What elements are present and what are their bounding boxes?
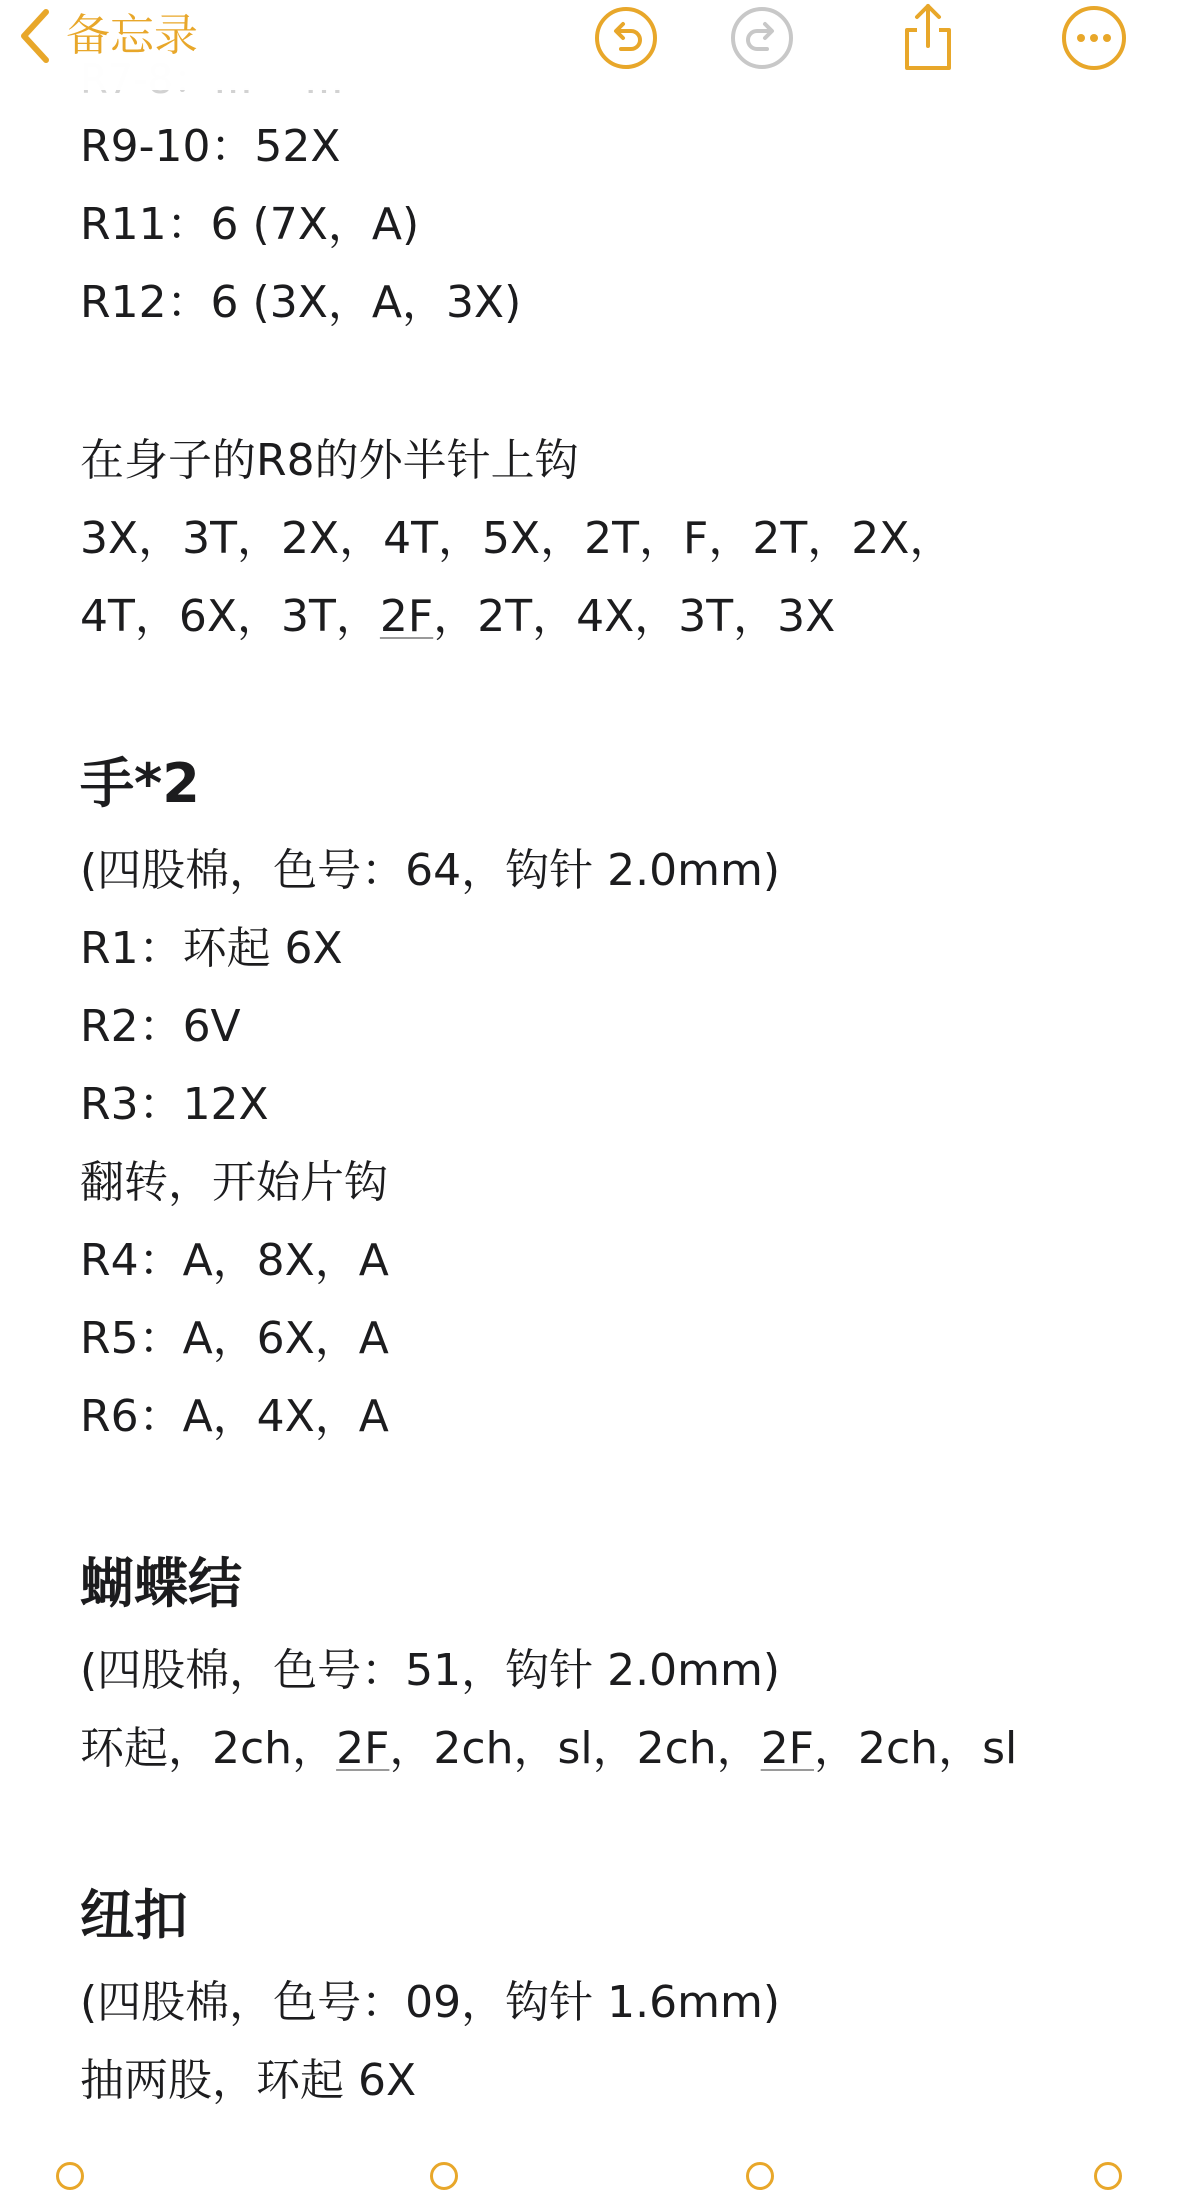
undo-button[interactable] xyxy=(590,2,662,74)
note-line: R5：A，6X，A xyxy=(80,1313,389,1364)
note-line: (四股棉，色号：51，钩针 2.0mm) xyxy=(80,1645,781,1696)
note-line: R6：A，4X，A xyxy=(80,1391,389,1442)
undo-icon xyxy=(593,5,659,71)
navigation-bar xyxy=(0,0,1180,90)
note-line: R2：6V xyxy=(80,1001,241,1052)
camera-icon[interactable] xyxy=(430,2162,458,2190)
note-line: R11：6 (7X，A) xyxy=(80,199,420,250)
redo-icon xyxy=(729,5,795,71)
detected-term: 2F xyxy=(760,1723,814,1774)
section-heading: 纽扣 xyxy=(80,1884,188,1947)
line-segment: ，2T，4X，3T，3X xyxy=(433,591,836,642)
more-button[interactable] xyxy=(1058,2,1130,74)
note-line: R4：A，8X，A xyxy=(80,1235,389,1286)
line-segment: 环起，2ch， xyxy=(80,1723,337,1774)
note-line: 3X，3T，2X，4T，5X，2T，F，2T，2X， xyxy=(80,513,954,564)
note-line xyxy=(80,1710,1140,1788)
note-line: 抽两股，环起 6X xyxy=(80,2055,417,2106)
section-heading: 蝴蝶结 xyxy=(80,1552,242,1615)
line-segment: ，2ch，sl，2ch， xyxy=(389,1723,761,1774)
chevron-left-icon xyxy=(18,8,52,64)
line-segment: ，2ch，sl xyxy=(814,1723,1018,1774)
note-line: 翻转，开始片钩 xyxy=(80,1157,388,1208)
redo-button[interactable] xyxy=(726,2,798,74)
detected-term: 2F xyxy=(336,1723,390,1774)
bottom-toolbar xyxy=(0,2150,1180,2176)
note-line: 在身子的R8的外半针上钩 xyxy=(80,435,579,486)
note-line xyxy=(80,578,1140,656)
back-button[interactable] xyxy=(18,6,198,66)
back-label: 备忘录 xyxy=(66,10,198,61)
blank-line xyxy=(80,342,1140,422)
compose-icon[interactable] xyxy=(1094,2162,1122,2190)
note-line: R12：6 (3X，A，3X) xyxy=(80,277,522,328)
share-button[interactable] xyxy=(892,2,964,74)
blank-line xyxy=(80,1788,1140,1868)
share-icon xyxy=(895,2,961,74)
note-line: (四股棉，色号：09，钩针 1.6mm) xyxy=(80,1977,781,2028)
line-segment: 4T，6X，3T， xyxy=(80,591,380,642)
note-line: (四股棉，色号：64，钩针 2.0mm) xyxy=(80,845,781,896)
note-line: R3：12X xyxy=(80,1079,269,1130)
note-body[interactable] xyxy=(80,108,1140,2120)
blank-line xyxy=(80,1456,1140,1536)
markup-icon[interactable] xyxy=(746,2162,774,2190)
detected-term: 2F xyxy=(379,591,434,642)
note-line: R9-10：52X xyxy=(80,121,341,172)
more-icon xyxy=(1060,4,1128,72)
blank-line xyxy=(80,656,1140,736)
checklist-icon[interactable] xyxy=(56,2162,84,2190)
note-line: R1：环起 6X xyxy=(80,923,343,974)
section-heading: 手*2 xyxy=(80,752,200,815)
